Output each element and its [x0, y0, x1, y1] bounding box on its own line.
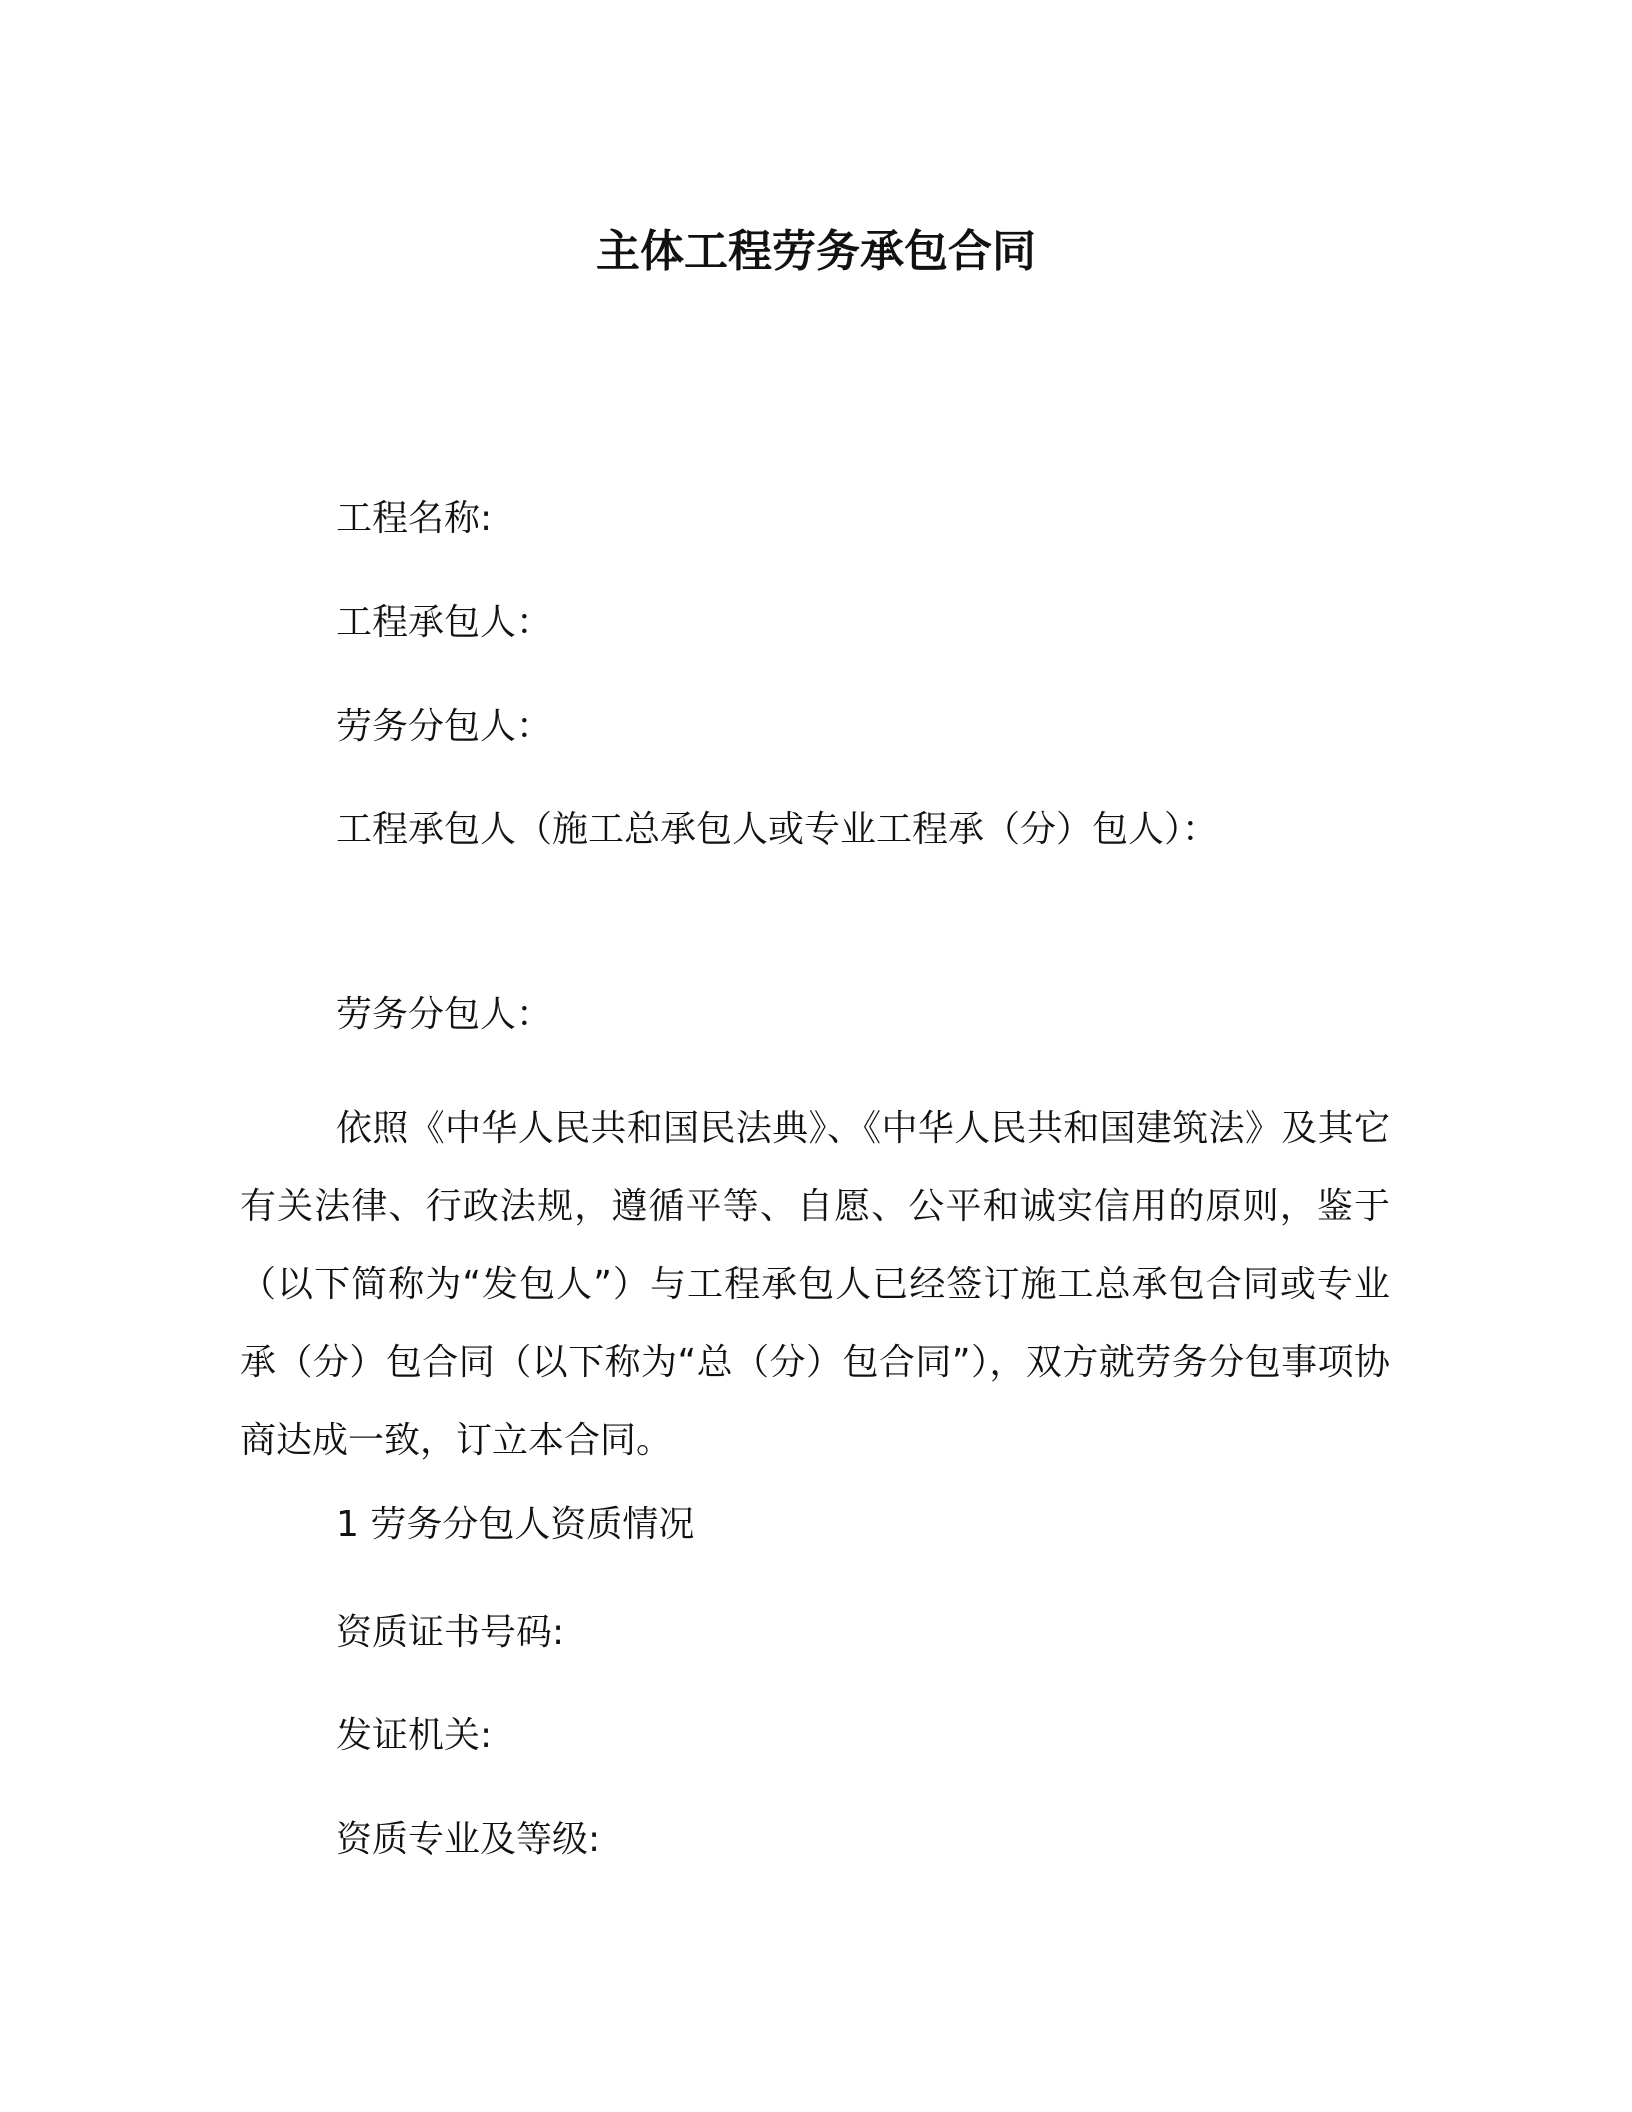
section-1-heading: 1 劳务分包人资质情况	[336, 1504, 695, 1545]
labor-subcontractor-label: 劳务分包人：	[336, 706, 553, 747]
contractor-label: 工程承包人：	[336, 602, 553, 643]
project-name-label: 工程名称:	[336, 498, 493, 539]
labor-subcontractor-label-2: 劳务分包人：	[336, 994, 553, 1035]
contractor-full-label: 工程承包人（施工总承包人或专业工程承（分）包人）：	[336, 809, 1219, 850]
issuing-authority-label: 发证机关:	[336, 1715, 493, 1756]
certificate-number-label: 资质证书号码:	[336, 1612, 565, 1653]
qualification-grade-label: 资质专业及等级:	[336, 1819, 601, 1860]
preamble-paragraph: 依照《中华人民共和国民法典》、《中华人民共和国建筑法》及其它有关法律、行政法规，遵循平等、自愿、公平和诚实信用的原则，鉴于 （以下简称为“发包人”）与工程承包人已经签订施工总承包合同或专业承（分）包合同（以下称为“总（分）包合同”），双方就劳务分包事项协商达成一致，订立本合同。	[240, 1108, 1390, 1461]
document-title: 主体工程劳务承包合同	[596, 226, 1036, 277]
